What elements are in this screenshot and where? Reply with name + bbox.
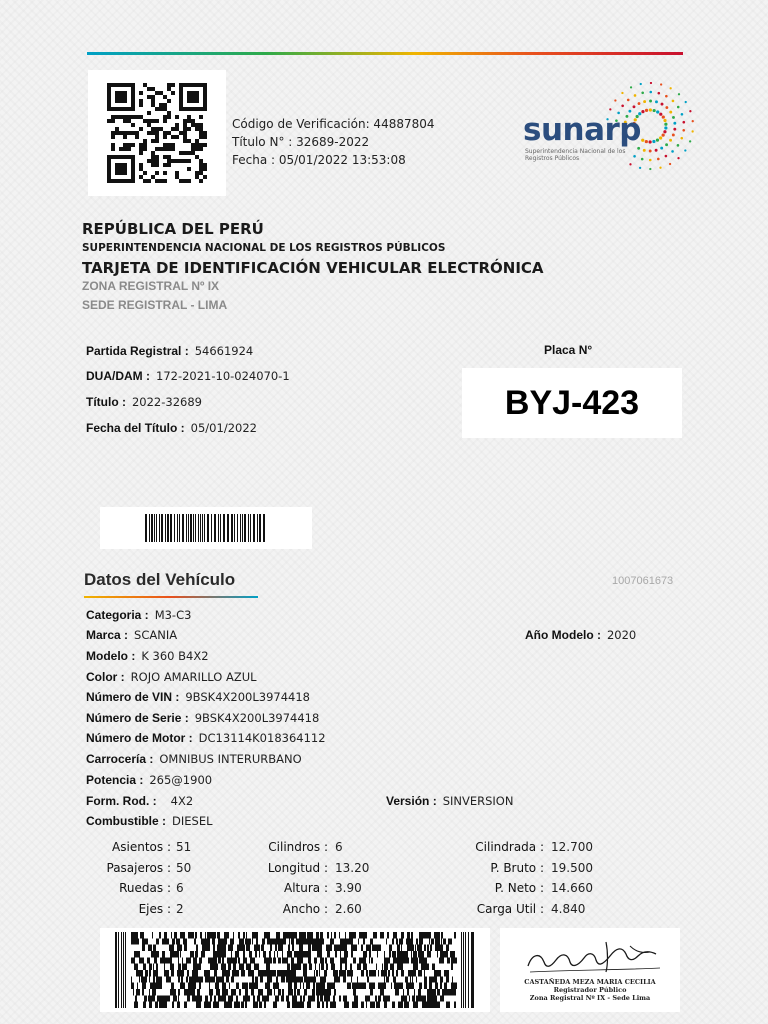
field-version: Versión : SINVERSION: [386, 794, 514, 808]
spec-longitud-value: 13.20: [335, 861, 370, 875]
spec-pasajeros-value: 50: [176, 861, 192, 875]
spec-altura-label: Altura :: [284, 881, 328, 895]
field-dua: DUA/DAM : 172-2021-10-024070-1: [86, 369, 290, 383]
spec-ruedas-value: 6: [176, 881, 184, 895]
field-serie: Número de Serie : 9BSK4X200L3974418: [86, 711, 320, 725]
spec-cilindros-value: 6: [335, 840, 343, 854]
spec-pneto-value: 14.660: [551, 881, 593, 895]
field-marca: Marca : SCANIA: [86, 628, 178, 642]
field-motor: Número de Motor : DC13114K018364112: [86, 731, 326, 745]
field-categoria: Categoria : M3-C3: [86, 608, 192, 622]
section-title: Datos del Vehículo: [84, 570, 236, 589]
top-color-stripe: [87, 52, 683, 55]
spec-ejes-value: 2: [176, 902, 184, 916]
heading-zona: ZONA REGISTRAL Nº IX: [82, 279, 220, 293]
spec-pasajeros-label: Pasajeros :: [106, 861, 171, 875]
signature-image: [510, 932, 670, 980]
field-combustible: Combustible : DIESEL: [86, 814, 213, 828]
spec-cilindrada-label: Cilindrada :: [475, 840, 544, 854]
spec-cilindrada-value: 12.700: [551, 840, 593, 854]
field-form-rod: Form. Rod. : 4X2: [86, 794, 194, 808]
spec-carga-value: 4.840: [551, 902, 586, 916]
spec-pneto-label: P. Neto :: [494, 881, 544, 895]
spec-longitud-label: Longitud :: [267, 861, 328, 875]
sunarp-logo: [520, 82, 695, 172]
spec-ruedas-label: Ruedas :: [119, 881, 171, 895]
spec-carga-label: Carga Util :: [476, 902, 544, 916]
signer-zone: Zona Registral Nº IX - Sede Lima: [529, 994, 651, 1002]
spec-ancho-label: Ancho :: [282, 902, 328, 916]
field-fecha-titulo: Fecha del Título : 05/01/2022: [86, 421, 257, 435]
field-titulo: Título : 2022-32689: [86, 395, 202, 409]
verification-code: Código de Verificación: 44887804: [232, 117, 435, 131]
spec-asientos-value: 51: [176, 840, 192, 854]
qr-code: [88, 70, 226, 196]
plate-box: [462, 368, 682, 438]
field-potencia: Potencia : 265@1900: [86, 773, 213, 787]
field-anio-modelo: Año Modelo : 2020: [525, 628, 637, 642]
spec-cilindros-label: Cilindros :: [268, 840, 328, 854]
spec-asientos-label: Asientos :: [112, 840, 171, 854]
title-number: Título N° : 32689-2022: [232, 135, 370, 149]
signature-block: [500, 928, 680, 1012]
barcode-small: [100, 507, 312, 549]
signer-role: Registrador Público: [553, 986, 627, 994]
spec-ejes-label: Ejes :: [138, 902, 171, 916]
field-carroceria: Carrocería : OMNIBUS INTERURBANO: [86, 752, 302, 766]
field-vin: Número de VIN : 9BSK4X200L3974418: [86, 690, 310, 704]
spec-pbruto-label: P. Bruto :: [490, 861, 544, 875]
section-number: 1007061673: [612, 575, 674, 587]
barcode-pdf417: [100, 928, 490, 1012]
section-underline: [84, 596, 258, 598]
plate-number: BYJ-423: [504, 383, 640, 422]
signer-name: CASTAÑEDA MEZA MARIA CECILIA: [524, 978, 656, 986]
plate-label: Placa N°: [544, 343, 593, 357]
spec-pbruto-value: 19.500: [551, 861, 593, 875]
logo-word: sunarp: [523, 112, 641, 148]
heading-republica: REPÚBLICA DEL PERÚ: [82, 220, 264, 238]
heading-tarjeta: TARJETA DE IDENTIFICACIÓN VEHICULAR ELECTRÓNICA: [82, 259, 544, 277]
logo-subtitle: Superintendencia Nacional de los Registros Públicos: [525, 148, 626, 162]
field-partida: Partida Registral : 54661924: [86, 344, 254, 358]
field-modelo: Modelo : K 360 B4X2: [86, 649, 209, 663]
spec-ancho-value: 2.60: [335, 902, 362, 916]
heading-superintendencia: SUPERINTENDENCIA NACIONAL DE LOS REGISTROS PÚBLICOS: [82, 242, 446, 254]
issue-date: Fecha : 05/01/2022 13:53:08: [232, 153, 406, 167]
field-color: Color : ROJO AMARILLO AZUL: [86, 670, 257, 684]
spec-altura-value: 3.90: [335, 881, 362, 895]
verification-block: [232, 115, 435, 169]
heading-sede: SEDE REGISTRAL - LIMA: [82, 298, 228, 312]
